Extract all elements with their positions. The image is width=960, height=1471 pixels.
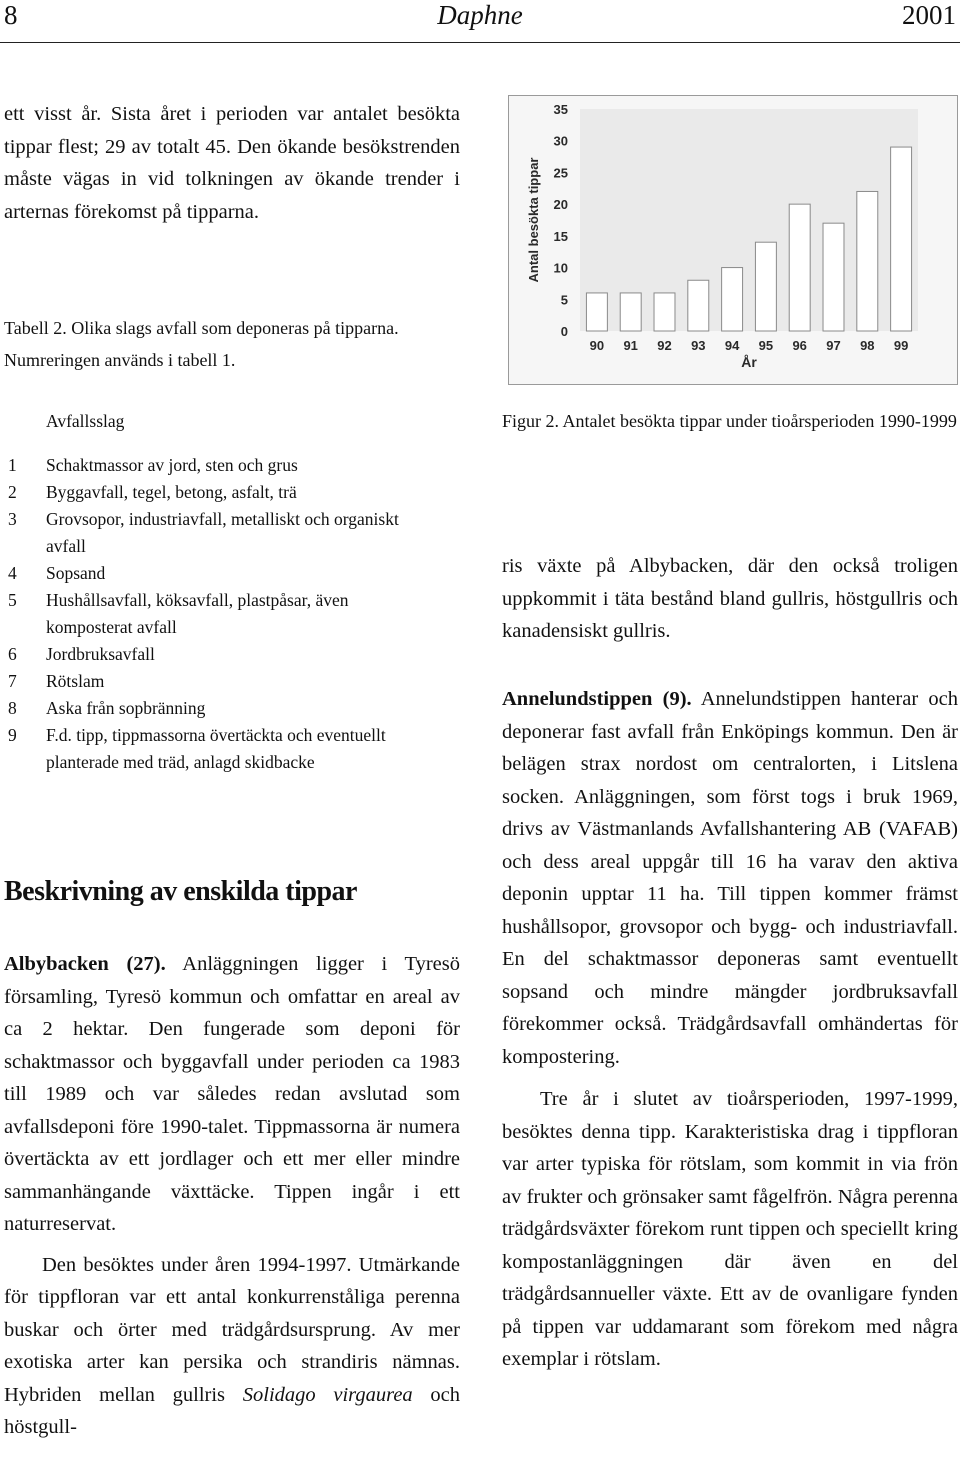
y-tick-label: 0 [560,324,568,339]
continuation-text: ris växte på Albybacken, där den också troligen uppkommit i täta bestånd bland gullris, höstgullris och kanadensiskt gullris. [502,555,958,642]
y-tick-label: 35 [553,102,568,117]
x-axis-label: År [741,354,757,370]
bar-95 [755,242,776,331]
table-row-text: Aska från sopbränning [46,698,206,718]
figure-caption [502,405,958,437]
x-tick-label: 95 [758,338,774,353]
table-row-text: Hushållsavfall, köksavfall, plastpåsar, även komposterat avfall [46,590,349,637]
bar-90 [586,293,607,331]
x-tick-label: 92 [657,338,672,353]
table-row [4,641,424,668]
table-row [4,506,424,560]
bar-chart-visited-dumps [508,95,958,385]
table-row-number: 9 [8,725,17,745]
table-row-number: 6 [8,644,17,664]
table-row-number: 1 [8,455,17,475]
table-row [4,668,424,695]
annelund-paragraph-2: Tre år i slutet av tioårsperioden, 1997-1999, besöktes denna tipp. Karakteristiska drag i tippfloran var arter typiska för rötslam, som kommit in via frön av frukter och grönsaker samt fågelfrön. Några perenna trädgårdsväxter förekom runt tippen och speciellt kring kompostanläggningen där även en del trädgårdsannueller växte. Ett av de ovanligare fynden på tippen var uddamarant som förekom med några exemplar i rötslam. [502,1088,958,1370]
x-tick-label: 99 [893,338,909,353]
journal-title: Daphne [437,0,523,30]
bar-98 [857,191,878,331]
bar-97 [823,223,844,331]
annelund-title: Annelundstippen (9). [502,688,692,710]
waste-type-table [4,452,424,776]
page-number: 8 [4,0,18,30]
table-row-text: Grovsopor, industriavfall, metalliskt och organiskt avfall [46,509,399,556]
albybacken-p1-text: Anläggningen ligger i Tyresö församling, Tyresö kommun och omfattar en areal av ca 2 hektar. Den fungerade som deponi för schaktmassor och byggavfall under perioden ca 1983 till 1989 och var således redan avslutad som avfallsdeponi före 1990-talet. Tippmassorna är numera övertäckta av ett jordlager och ett mer eller mindre sammanhängande växttäcke. Tippen ingår i ett naturreservat. [4,953,460,1235]
x-tick-label: 90 [589,338,605,353]
species-name: Solidago virgaurea [242,1383,413,1406]
x-tick-label: 96 [792,338,807,353]
table-caption-text: Tabell 2. Olika slags avfall som deponeras på tipparna. Numreringen används i tabell 1. [4,318,399,370]
table-row-number: 3 [8,509,17,529]
y-tick-label: 10 [553,260,568,276]
y-tick-label: 15 [553,228,568,244]
y-tick-label: 30 [553,133,568,149]
y-axis-label: Antal besökta tippar [526,157,541,283]
bar-99 [891,147,912,331]
table-header: Avfallsslag [46,411,125,431]
x-tick-label: 93 [691,338,706,353]
x-tick-label: 94 [724,338,740,353]
albybacken-paragraph-2: Den besöktes under åren 1994-1997. Utmärkande för tippfloran var ett antal konkurrenståliga perenna buskar och örter med trädgårdsursprung. Av mer exotiska arter kan persika och strandiris nämnas. Hybriden mellan gullris Solidago virgaurea och höstgull- [4,1253,460,1438]
intro-paragraph [4,98,460,228]
table-row [4,479,424,506]
table-row-text: F.d. tipp, tippmassorna övertäckta och eventuellt planterade med träd, anlagd skidbacke [46,725,386,772]
table-caption [4,312,460,376]
table-row-number: 4 [8,563,17,583]
x-tick-label: 97 [826,338,841,353]
albybacken-paragraph-1 [4,948,460,1241]
bar-96 [789,204,810,331]
figure-caption-text: Figur 2. Antalet besökta tippar under tioårsperioden 1990-1999 [502,411,957,431]
table-row-text: Sopsand [46,563,106,583]
intro-text: ett visst år. Sista året i perioden var antalet besökta tippar flest; 29 av totalt 45. Den ökande besökstrenden måste vägas in vid tolkningen av ökande trender i arternas förekomst på tipparna. [4,103,460,223]
table-row [4,560,424,587]
x-tick-label: 91 [623,338,638,353]
right-continuation [502,550,958,648]
albybacken-title: Albybacken (27). [4,953,166,975]
publication-year: 2001 [902,0,956,30]
annelund-section [502,683,958,1376]
table-row-text: Byggavfall, tegel, betong, asfalt, trä [46,482,297,502]
table-row-text: Jordbruksavfall [46,644,155,664]
header-rule [0,42,960,43]
section-heading: Beskrivning av enskilda tippar [4,876,357,907]
page-header [0,0,960,40]
bar-91 [620,293,641,331]
table-row-text: Schaktmassor av jord, sten och grus [46,455,298,475]
y-tick-label: 5 [560,292,568,308]
bar-92 [654,293,675,331]
bar-94 [722,268,743,331]
table-row-text: Rötslam [46,671,105,691]
annelund-paragraph-1: Annelundstippen (9). Annelundstippen hanterar och deponerar fast avfall från Enköpings kommun. Den är belägen strax nordost om centralorten, i Litslena socken. Anläggningen, som först togs i bruk 1969, drivs av Västmanlands Avfallshantering AB (VAFAB) och dess areal uppgår till 16 ha varav den aktiva deponin upptar 11 ha. Till tippen kommer främst hushållsopor, grovsopor och bygg- och industriavfall. En del schaktmassor deponeras samt eventuellt sopsand och mindre mängder jordbruksavfall förekommer också. Trädgårdsavfall omhändertas för kompostering. [502,688,958,1068]
albybacken-section [4,948,460,1444]
table-row [4,722,424,776]
bar-93 [688,280,709,331]
table-row-number: 2 [8,482,17,502]
table-row [4,695,424,722]
table-row-number: 7 [8,671,17,691]
y-tick-label: 25 [553,165,568,181]
table-row [4,587,424,641]
table-row [4,452,424,479]
x-tick-label: 98 [860,338,875,353]
table-row-number: 5 [8,590,17,610]
table-row-number: 8 [8,698,17,718]
y-tick-label: 20 [553,197,568,213]
